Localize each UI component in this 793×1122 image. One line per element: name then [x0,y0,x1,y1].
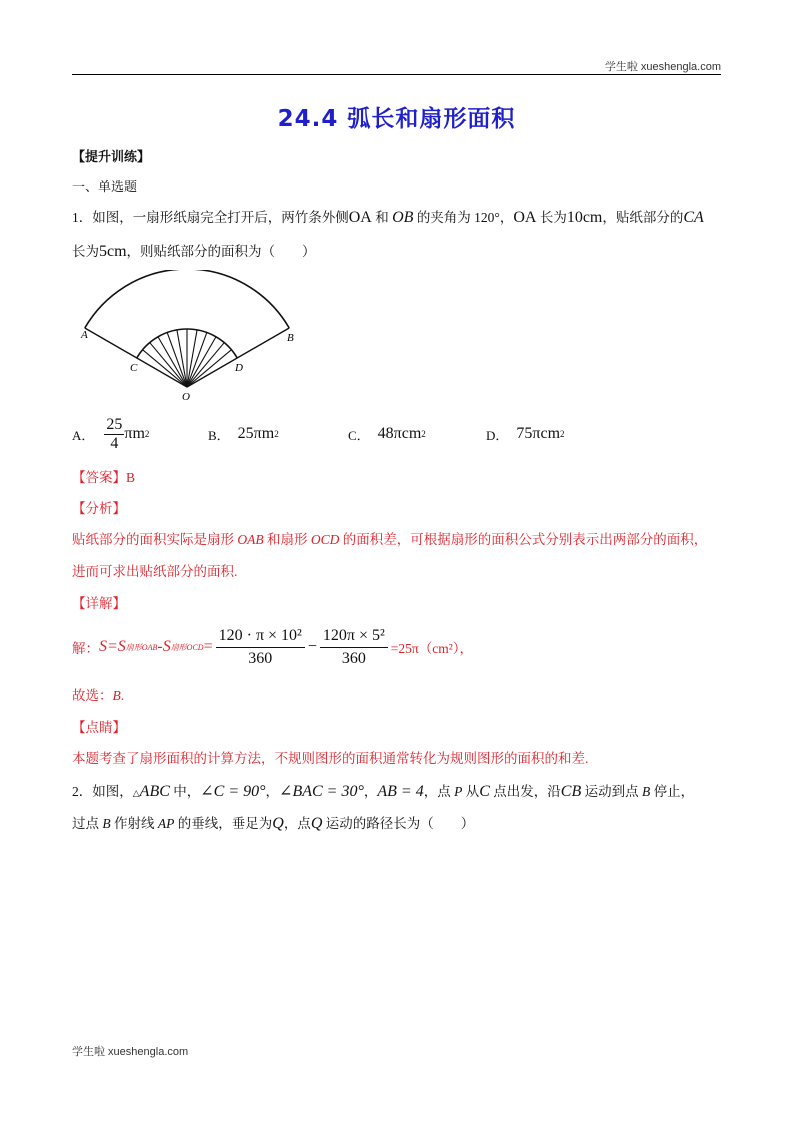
q1-ca: CA [683,209,704,226]
conclusion-line [72,684,124,704]
q1-oa2: OA [513,209,537,226]
q1-options [72,412,672,456]
q2-angle-bac: ∠BAC = 30° [279,783,364,800]
option-exponent: 2 [560,429,565,439]
option-unit: πm [124,425,145,442]
analysis-text: 和扇形 [263,532,311,547]
q1-text: ，则贴纸部分的面积为（ ） [126,244,316,259]
conclusion-text: 故选： [72,688,113,703]
q1-text: 长为 [536,210,567,225]
footer-site-label: 学生啦 xueshengla.com [72,1046,189,1058]
conclusion-end: . [120,688,125,703]
q1-text: 的夹角为 120°， [413,210,514,225]
fraction-numerator: 120 · π × 10² [216,625,305,648]
label-b: B [287,332,294,344]
option-value: 25πm [237,425,275,442]
formula-minus-s: -S [157,638,171,655]
q2-ab: AB = 4 [377,783,424,800]
q2-text: 作射线 [110,816,158,831]
formula-s: S=S [99,638,126,655]
comment-tag: 【点睛】 [72,720,126,735]
q2-stem-line-1 [72,780,694,801]
solution-formula [72,622,473,672]
q2-text: ， [265,784,280,799]
q2-b: B [641,784,651,799]
q2-text: 2．如图， [72,784,133,799]
page-title: 24.4 弧长和扇形面积 [277,106,516,132]
q1-text: 1．如图，一扇形纸扇完全打开后，两竹条外侧 [72,210,349,225]
q2-abc: ABC [139,783,170,800]
q2-c: C [479,783,490,800]
q1-stem-line-1 [72,206,704,227]
option-exponent: 2 [144,429,150,439]
q1-text: 和 [371,210,393,225]
label-o: O [182,391,190,403]
fan-figure [70,270,310,410]
q2-text: 的垂线，垂足为 [174,816,273,831]
q1-ob: OB [392,209,414,226]
fraction-numerator: 25 [106,415,123,433]
q2-text: ， [363,784,378,799]
q1-text: ，贴纸部分的 [602,210,684,225]
analysis-ocd: OCD [310,532,340,547]
outer-arc-ab [85,270,289,328]
label-c: C [130,362,138,374]
fraction-denominator: 4 [110,434,119,452]
fraction-denominator: 360 [341,649,366,667]
fan-drawing [85,270,289,387]
q1-oa: OA [348,209,372,226]
q2-cb: CB [560,783,582,800]
label-d: D [235,362,243,374]
section-heading: 一、单选题 [72,179,138,194]
q2-text: 从 [462,784,480,799]
q1-10cm: 10cm [566,209,603,226]
q1-5cm: 5cm [99,243,127,260]
q2-ap: AP [157,816,175,831]
option-d[interactable] [486,412,565,456]
fraction-numerator: 120π × 5² [320,625,388,648]
fan-spoke [187,343,224,387]
fraction-denominator: 360 [248,649,273,667]
triangle-symbol: △ [132,788,140,798]
analysis-tag: 【分析】 [72,501,126,516]
q2-text: 停止， [650,784,695,799]
option-c[interactable] [348,412,426,456]
formula-equals: = [203,638,213,655]
option-value: 48πcm [377,425,422,442]
option-b[interactable] [208,412,279,456]
q2-text: 点出发，沿 [489,784,561,799]
option-exponent: 2 [421,429,426,439]
analysis-text: 贴纸部分的面积实际是扇形 [72,532,238,547]
option-value: 75πcm [516,425,561,442]
q2-text: 过点 [72,816,103,831]
formula-result: =25π（cm²）， [390,641,474,656]
formula-minus: − [307,638,317,655]
q2-text: 中， [169,784,201,799]
segment-ob [187,328,289,387]
option-letter: A． [72,427,95,443]
q1-text: 长为 [72,244,99,259]
fan-spoke [150,343,187,387]
fraction [104,416,124,453]
detail-tag: 【详解】 [72,596,126,611]
q2-text: 运动到点 [581,784,642,799]
option-letter: C． [348,427,370,443]
comment-text: 本题考查了扇形面积的计算方法，不规则图形的面积通常转化为规则图形的面积的和差. [72,751,589,766]
answer-tag: 【答案】 [72,470,126,485]
option-letter: D． [486,427,509,443]
analysis-text: 的面积差，可根据扇形的面积公式分别表示出两部分的面积， [339,532,708,547]
q1-stem-line-2 [72,240,316,261]
header-site-label: 学生啦 xueshengla.com [604,61,721,73]
label-a: A [81,329,88,341]
option-a[interactable] [72,412,149,456]
segment-oa [85,328,187,387]
q2-b: B [102,816,111,831]
header-divider [72,74,721,75]
q2-text: ，点 [283,816,311,831]
analysis-line-2: 进而可求出贴纸部分的面积. [72,564,238,579]
option-letter: B． [208,427,230,443]
q2-p: P [454,784,463,799]
section-tag: 【提升训练】 [72,150,151,165]
q2-q2: Q [310,815,323,832]
answer-value: B [126,470,136,485]
formula-fraction-2 [320,625,388,670]
analysis-line-1 [72,528,707,548]
formula-subscript-ocd: 扇形OCD [170,642,204,652]
answer-line [72,466,135,486]
q2-stem-line-2 [72,812,474,833]
q2-angle-c: ∠C = 90° [200,783,266,800]
q2-text: 运动的路径长为（ ） [322,816,475,831]
conclusion-answer: B [112,688,121,703]
analysis-oab: OAB [237,532,264,547]
formula-fraction-1 [216,625,305,670]
formula-subscript-oab: 扇形OAB [125,642,158,652]
option-exponent: 2 [274,429,279,439]
q2-q: Q [272,815,284,832]
q2-text: ，点 [423,784,455,799]
formula-prefix: 解： [72,641,99,656]
